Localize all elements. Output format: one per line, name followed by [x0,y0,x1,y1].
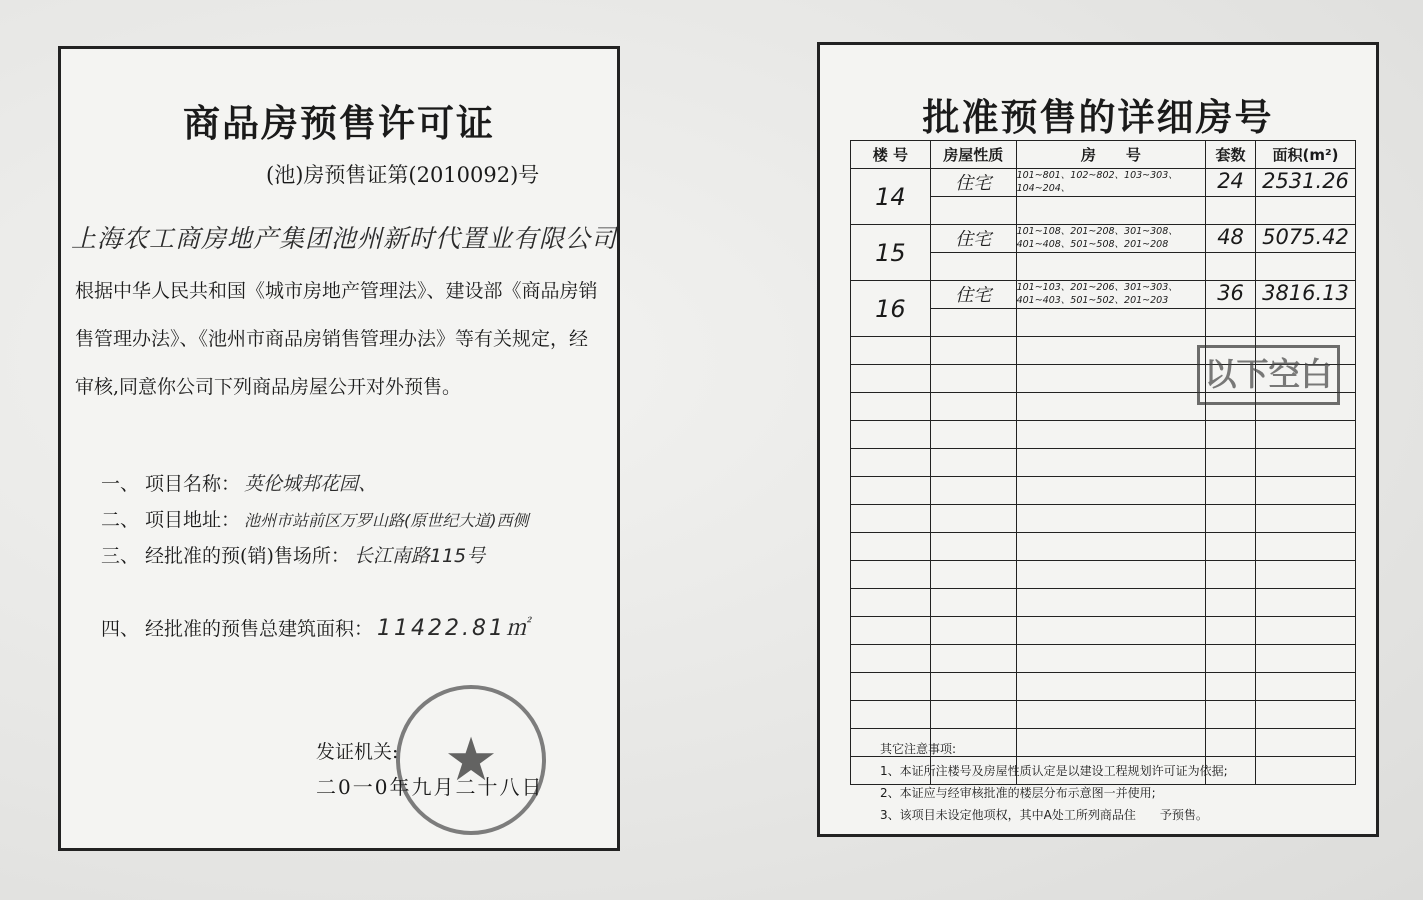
table-row [851,589,1356,617]
project-name-label: 一、 项目名称： [101,473,241,495]
official-seal [396,685,546,835]
company-name: 上海农工商房地产集团池州新时代置业有限公司 [71,224,618,253]
row-area: 3816.13 [1256,281,1356,309]
table-row [851,505,1356,533]
table-header-row [851,141,1356,169]
table-row [851,449,1356,477]
header-type: 房屋性质 [930,141,1016,169]
issuer-label: 发证机关: [316,741,399,763]
header-rooms: 房 号 [1016,141,1206,169]
total-area-label: 四、 经批准的预售总建筑面积： [101,618,374,640]
row-qty: 24 [1206,169,1256,197]
row-area: 5075.42 [1256,225,1356,253]
notes-section [880,738,1228,826]
table-row [851,421,1356,449]
sales-office-line [101,541,485,568]
row-type: 住宅 [930,225,1016,253]
table-row [851,225,1356,253]
row-rooms: 101~108、201~208、301~308、401~408、501~508、201~208 [1016,225,1206,253]
table-row [851,701,1356,729]
table-row [851,169,1356,197]
sales-office-label: 三、 经批准的预(销)售场所： [101,545,350,567]
project-address-value: 池州市站前区万罗山路(原世纪大道)西侧 [244,511,529,530]
project-address-line [101,505,529,532]
total-area-value: 11422.81㎡ [377,616,532,641]
row-type: 住宅 [930,169,1016,197]
sales-office-value: 长江南路115号 [353,545,486,567]
certificate-number: (池)房预售证第(2010092)号 [266,163,540,187]
room-detail-panel [817,42,1379,837]
table-row [851,617,1356,645]
permit-title: 商品房预售许可证 [183,102,495,145]
table-row [851,281,1356,309]
row-rooms: 101~103、201~206、301~303、401~403、501~502、201~203 [1016,281,1206,309]
room-detail-title: 批准预售的详细房号 [922,96,1274,139]
table-row [851,673,1356,701]
project-address-label: 二、 项目地址： [101,509,241,531]
project-name-value: 英伦城邦花园、 [244,473,378,495]
seal-star-icon: ★ [444,725,498,795]
row-type: 住宅 [930,281,1016,309]
header-qty: 套数 [1206,141,1256,169]
row-qty: 48 [1206,225,1256,253]
total-area-line [101,611,531,642]
note-item: 2、本证应与经审核批准的楼层分布示意图一并使用; [880,786,1156,800]
row-area: 2531.26 [1256,169,1356,197]
room-table [850,140,1356,785]
blank-below-stamp: 以下空白 [1197,345,1340,405]
table-row [851,561,1356,589]
permit-body-text: 根据中华人民共和国《城市房地产管理法》、建设部《商品房销售管理办法》、《池州市商品房销售管理办法》等有关规定，经审核,同意你公司下列商品房屋公开对外预售。 [75,280,598,398]
notes-title: 其它注意事项: [880,742,957,756]
note-item: 3、该项目未设定他项权，其中A处工所列商品住 予预售。 [880,808,1208,822]
note-item: 1、本证所注楼号及房屋性质认定是以建设工程规划许可证为依据; [880,764,1228,778]
row-qty: 36 [1206,281,1256,309]
presale-permit-panel [58,46,620,851]
project-name-line [101,469,377,496]
row-building: 14 [851,169,931,225]
table-row [851,533,1356,561]
table-row [851,477,1356,505]
row-building: 15 [851,225,931,281]
row-rooms: 101~801、102~802、103~303、104~204、 [1016,169,1206,197]
header-building: 楼 号 [851,141,931,169]
table-row [851,645,1356,673]
issue-date: 二0一0年九月二十八日 [316,775,544,799]
row-building: 16 [851,281,931,337]
header-area: 面积(m²) [1256,141,1356,169]
